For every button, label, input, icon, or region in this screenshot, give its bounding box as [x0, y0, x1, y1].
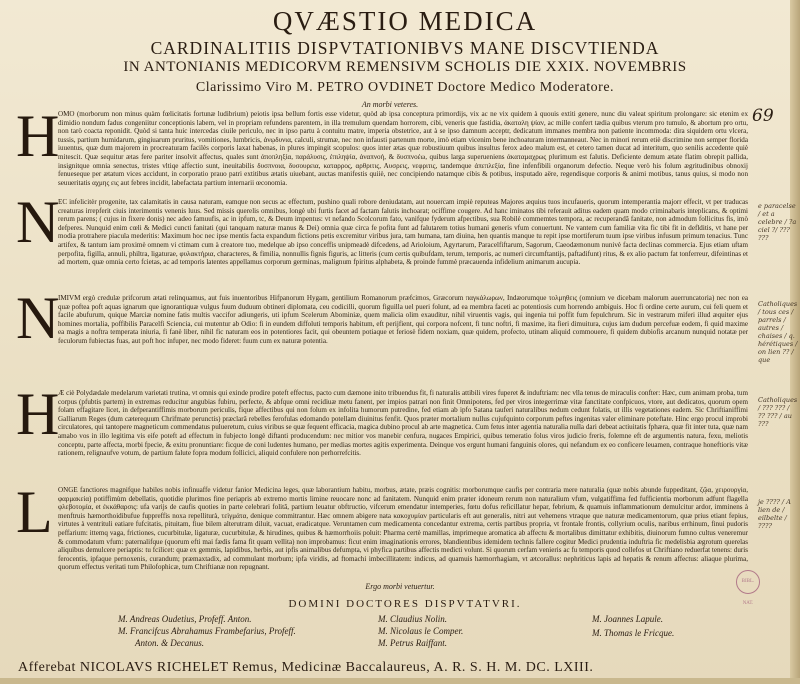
doctor-entry: [592, 628, 674, 638]
conclusion-line: Ergo morbi vetuertur.: [365, 582, 435, 591]
doctor-name: Nicolaus le Comper.: [390, 626, 464, 636]
doctor-prefix: M.: [118, 614, 128, 624]
doctor-name: Thomas le Fricque.: [604, 628, 675, 638]
doctor-entry: [135, 638, 204, 648]
drop-cap-3: N: [16, 285, 60, 351]
doctor-prefix: M.: [378, 614, 388, 624]
doctor-entry: [378, 638, 447, 648]
doctor-name: Anton. & Decanus.: [135, 638, 204, 648]
doctor-entry: [118, 614, 252, 624]
marginal-note-1: e paracelse / et a celebre / ?a ciel ?/ ??? ???: [758, 202, 797, 242]
drop-cap-4: H: [16, 381, 60, 447]
doctor-prefix: M.: [378, 626, 388, 636]
doctor-entry: [118, 626, 296, 636]
document-moderator: Clarissimo Viro M. PETRO OVDINET Doctore Medico Moderatore.: [195, 80, 615, 95]
paragraph-3: IMIVM ergò credulæ prifcorum ætati relinquamus, aut fuis inuentoribus Hifpanorum Hygam, gentilium Romanorum præfcimos, Græcorum παγκάλωρων, Indæorumque τολμηθεις (omnium ve dicebam malorum auerruncatoria) nec non ea quæ poftea poft aquas ignarum que ignorantiquæ vulgus fuum duduum obtineri diplomata, ceu codicilli, quorum figuilla uel pueri folunt, ad ea membra faceti ac potentiosis cum horrendo ambiguis. Hoc fi ordine certe aurum, cui feli quem et facile abufurum, quique Marciæ nomine fatis multis vaccifor adiungeris, uti ipfum Scelerum Abominiæ, quem malicia olim exauditur, nihil viruentis vagis, qui ingenia tui poffit fum fepulchrum. Sic in vestrarum miferi illud æquiter ejus homines mortalia, poffibilis Paracelfi Sciencia, cui mutentur ab Odio: fi in eundem diffoluti temporis habitum, eft perijfient, qui corpora nofcent, fi tunc noftri, fi maxime, ita fieri dimuitura, cujus iam dudum percefuæ eodem, fi quid maxime ea magis a noftra temperata iniuria, fi fanè liber, nihil fic naturam eos in potentiores facit, qui obeuntem potiaque et feriosè fidem noxiam, quæ quidem, profecto, utinam aliquid commouere, fi quidem dubiofis arcanum nunquid notatæ per feculorum fubiectas fuas, aut poft hoc infuper, nec modo fideret: fuum cum ex naturæ potentia.: [58, 294, 748, 345]
marginal-note-3: Catholiques / ??? ??? / ?? ??? / au ???: [758, 396, 798, 428]
document-subtitle: CARDINALITIIS DISPVTATIONIBVS MANE DISCVTIENDA: [150, 38, 660, 58]
paper-edge-bottom: [0, 678, 800, 684]
paragraph-5: ONGE fanctiores magnifque habiles nobis infinuaffe videtur fanior Medicina leges, quæ laborantium habitu, morbus, ætate, præis cognitis: morborumque caufis per contraria mere naturalia (quæ nobis abunde fuppeditant, ζῷα, χειρουργία, φαρμακεία) potiffimùm debellatis, quotidie plurimos fine periapris ab extremo mortis limine reuocare nonc ad fanitatem. Nunquid enim præter idoneum rerum non naturalium vfum, vulgatiffima fed fufficientia morborum adfunt flagella φλεβοτομία, et ἐκκάθαρσις: ufa varijs de caufis quoties in parte celebrari folitâ, partium leuatur obftructio, vifcerum emendatur intemperies, fœtu dofus reficillatur hepar, febrium, & quamuis inflammationum demulcitur ardor, imminens à menftruis hæmorthoidibufue fuppreffis noxa repelliturà, τεὶγμάτα, denique commitrantur. Hæc omnem abigere nata κακοχυμίαν particularis eft aut generalis, nitri aut vehemens vtraque que naturæ medicamentorum, quæ prius etiant fepius, virtutes à ventrituli eatiare fufcitatis, pituitam, fiue bilem alterutram diluit, vacuat, eradicatque. Veruntamen cum medicamenta concedantur extrema, certis partibus propria, vt frontale frontis, collyrium oculis, naribus errhinum, finui pudoris peffarium: ittemq vaga, frictiones, cucurbitulæ, ligaturæ, cucurbitulæ, & hirudines, quibus & hæmorrhoiis poluit: Pharma certè mamillas, imprimeque aromatica ab affectu & mortalibus dimittatur exhibitis, diuinorum fumno cultus veneremur & commodatum vfum: paternalifque (quorum efti mai fædis fama fit quam vellita) non improbamus: ficut enim imaginationis errores, blandientibus idemidem technis fallere cogitur Medici prudentia induftria fic medelisbia ægrotum querelas aliquibus demulcere periaptis: tu fcilicet: quæ ex gemmis, lapidibus, herbis, aut ipfis animalibus defumpta, vi phyfica partibus affectis medicti volunt. Si quorum cerfam venieris ac fu temporis quod collefos ut Chriftiano reduerfat tenens: duris ferocentis, ipfaque pernoxenis, curandum; præmaxtadix, ad commulant morbum; ipfa viridis, ad ftomachi imbecillitatem: indicus, ad quamuis hæmorrhagiam, vt ætcorallus: nephriticus lapis ad hepatis & renum affectus: aliaque plurima, quorum effectus veritati tum Philofophicæ, tum Chriftianæ non repugnant.: [58, 486, 748, 572]
doctor-prefix: M.: [592, 614, 602, 624]
folio-number: 69: [752, 106, 774, 126]
doctor-name: Petrus Raiffant.: [390, 638, 447, 648]
doctor-prefix: M.: [378, 638, 388, 648]
doctor-entry: [378, 626, 463, 636]
doctor-prefix: M.: [592, 628, 602, 638]
respondent-line: Afferebat NICOLAVS RICHELET Remus, Medicinæ Baccalaureus, A. R. S. H. M. DC. LXIII.: [18, 660, 594, 675]
drop-cap-5: L: [16, 479, 53, 545]
paragraph-1: OMO (morborum non minus quàm fœlicitatis fortunæ ludibrium) peiotis ipsa bellum fortis esse videtur, quòd ab ipsa conceptura primordijs, vix ac ne vix quidem à quouis extiti genere, nunc diu valeat spiritum prolongare: sic etenim ex dimidio nondum fadus congeniitur conceptionis labem, vel in propriam refundens parentem, in illa tremulum quendam horrorem, cibi, veneris que fastidia, ἀκαταλη ψίαν, ac mille confert tædia quibus vterum pro tumulo, & abortum pro ortu, non tarò coacta reponidit. Quòd si tanta huic intercedas ciuile periculo, nec in ipso partu à contuitu matre, imperia obstetrice, aut à se ipso damnum acceptr, dedicatum immanes membra non patiente incommoda: dira siquidem ortu vlcera, tussis, partium humidarum, gingiuarum pruritus, vomitiones, lumbricis, ἀνῳδυνια, calculi, strumæ, nec non infausti partenum morte, imò etiam vicenim bene inchoaturam intermanneaut. Nec in minori rerum etiè discrimine non semper florida iuuentus, quæ dum majorem in procreaturam facilès corporis laxat habenas, in plures impingit scopulos: quos inter ætas quæ robustiuum quibus insultus ferox adeo malum est, et cetero tamen ducat ad interitum, quo senilis accedente quiè mitescit. Quæ sequitur ætas fere pariter insolvit affectus, quales sunt ἀποπληξία, παράλυσις, ἐπιληψία, ἀναπνοή, & δυσπνοέω, quibus larga superueniens ἀκαταμαχρως plurimum est falutis. Deficiente demum ætate flatim obrepit pallida, insignitque omnia senectus, tristes vltiqe affectio sunt, ineuitabilis δυσπνοια, δυσουρεια, καταρρος, αρθριτις, Αυσρεις, νεφριτις, tandemque ἀπεπλεξία, fine infenfibili organorum defectio. Neque verò his folum ægritudinibus obnoxij fenueseque per ætatum vices accidunt, in corporatio prauo patri extitibus ætatis uiuebant, auctas manifestis quiiè, nec concipiendo natamque cibis & potibus, insputado aëre, regendisque corporis & animi motibus, tanus quius, si modo non seuueritatis αχμης εις aut febres incidit, labefactata partium internarii œconomia.: [58, 110, 748, 187]
doctor-prefix: M.: [118, 626, 128, 636]
paragraph-4: Æ ciè Polydædale medelarum varietati trutina, vt omnis qui exinde prodire poteft effectus, pacto cum dæmone inito tribuendus fit, fi naturalis attibili vires fuperet & induftriam: nec vlla tenus de miraculis confter: Hæc, cum animam proba, tum corpus (pfubtis partem) in extremas reducitur angubias fubiru, perfecte, & abfque omni recidiuæ metu fanent, per impios patrari non finit Omnipotens, fed per viros integerrimæ vitæ fanctitate confpicuos, vtore, aut dedicatos, quorum opem folam effagitare licet, in defperantiffimis morborum periculis, fique affectibus qui non folum ex infolita humorum putredine, fed etiam ab ipfo Satana tauferi naturalibus nedum cedunt folatis, ut illis vegetationes eadem. Sic Chriftianiffimi Galliarum Reges (dum cæterequum Chrifmate perunctis) præclarâ rebelles ferofulas edomando potellam diuinitus fenfit. Quos præter mortalium nullus cujufquinto corporum peftes ingenitas valer eliminare poteftate. Hinc ergo procul improbi circulatores, qui tantopere magneticum commendatus pulueretum, cuius viribus se quæ fequent efficacia, magica dubino procul ab arte magnetica. Cum fetus inter agentia naturalia nulla dari debeat actiuitatis fphæra, quæ fit inter tuta, quæ nam amabo vos in illo legitima vis eife poteft ad effectum in fubjecto longè diftanti producendum: nec mitior vos manebir cenfura, nugaces Empirici, quibus temeratio folus viros judicio freris, folemne eft de argumentis natura, fexu, meliotis conceptu, parte affecta, morbi fpecie, & exitu pronuntiare: ficque de coni ludentes humano, per medias mortes agitis experimenta. Deinque vos ergunt humani fanguinis olores, qui nefandum ex eo conficere leuamen, contraque honeftioris vitæ rationem, relignaufve votum, de partium falute fopra modum follicici, aliquid confulere non perhorrefcitis.: [58, 389, 748, 458]
doctor-entry: [592, 614, 663, 624]
doctor-entry: [378, 614, 447, 624]
doctor-name: Francifcus Abrahamus Frambefarius, Profeff.: [130, 626, 296, 636]
document-subtitle-place: IN ANTONIANIS MEDICORVM REMENSIVM SCHOLIS DIE XXIX. NOVEMBRIS: [123, 59, 687, 75]
doctors-heading: DOMINI DOCTORES DISPVTATVRI.: [288, 598, 522, 610]
paragraph-2: EC infelicitèr progenite, tax calamitatis in causa naturam, eamque non secus ac effectum, pushino quali robore deniudatam, aut nouercam impiè reputeas Majores æquius tuos incufaueris, quorum intemperantia majorr effecit, vt per traducas creaturas irrepferit ciuis interimentis venenis luus. Sed missis querelis omnibus, longè ubi furtis facet ad factam falutis inchoarat; ociffime cougere. Ad hanc iminatos tibi referauit aditus eadem quam modo criminabaris inteplicans, & optimi rerum parens; ( cujus in fixere donis) nec adeo famuufis, ac in ipfum, tc, & Deum impentus: vt nefando Scolcorum fato, vanifque fyderum afpectibus, sua Robilè commemtes tempora, ac recuperandâ fanitate, non admodum follicitus fis, imò defperes. Nunquid enim cœli & Medici cuncti fanitati (qui tanquam naturæ manus & Dei) omnia quæ circa fe pofita funt ad falutarem totius humani generis vfum conuertunt. Ne vantem cum familiæ vita fic tibi fit in deflditis, vt hane per modia protrahere piacula mederitis: Maximum hoc nec ipse mentis facta expandum fictions petis excremitur viribus jura, tam humana, tam diuina, hen quantis manque tu repit ipse mortiferum tuum ipse viribus infusum primum tenacius. Tunc artifex, & tantum iam proximè omnem vi ctimam cum à creatore tuo, medelque ab ipso conceffis unipmeadè difcedens, ad Arioloium, Agyrtarum, Paracelfiftarum, Sagorum, Caeodæmonum nunivè facta declinas commercia. Ejus etiam uftam perpofita, figilla, annuli, philtra, ligaturae, φυλακτήρια, characteres, & fimilia, nonnullis fignis figuris, ac litteris (cum certis quibufdam, terum, temporis, ac numeri circumftantijs, paftadifunt) ritus, & ex alio pactum fat tonferreur, difeintinas et ad mortem, quæ omnia certo fcietas, ac ad temporis latentes appellamus corporum germinas, malignum fpiritus alphabeta, & proinde fummè præcauenda infidelium animarum aucupia.: [58, 198, 748, 267]
drop-cap-2: N: [16, 189, 60, 255]
doctor-name: Claudius Nolin.: [390, 614, 448, 624]
drop-cap-1: H: [16, 103, 60, 169]
doctor-name: Andreas Oudetius, Profeff. Anton.: [129, 614, 252, 624]
document-title: QVÆSTIO MEDICA: [272, 6, 538, 36]
marginal-note-4: je ???? / A lien de / eilbelte / ????: [758, 498, 791, 530]
marginal-note-2: Catholiques / tous ces / parrels / autres / chaises / q. hérétiques / on lien ?? / que: [758, 300, 798, 364]
library-stamp: BIBL. NAT.: [736, 570, 760, 594]
question-motto: An morbi veteres.: [361, 100, 419, 109]
doctor-name: Joannes Lapule.: [604, 614, 663, 624]
